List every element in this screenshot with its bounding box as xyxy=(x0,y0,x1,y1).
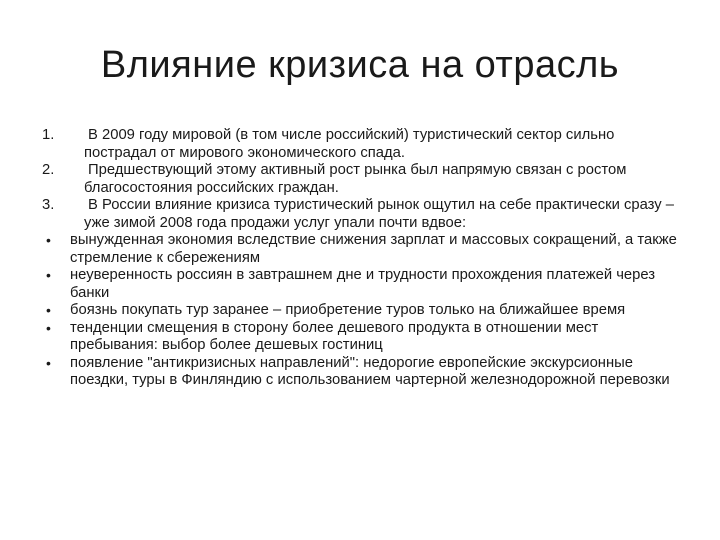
item-text: В 2009 году мировой (в том числе российский) туристический сектор сильно пострадал от мирового экономического спада. xyxy=(84,127,615,161)
numbered-item-3 xyxy=(42,197,682,232)
content-list xyxy=(42,127,682,390)
bullet-icon: • xyxy=(46,319,51,336)
bullet-item-4 xyxy=(42,320,682,355)
item-text: Предшествующий этому активный рост рынка был напрямую связан с ростом благосостояния российских граждан. xyxy=(84,162,627,196)
bullet-icon: • xyxy=(46,354,51,371)
item-text: неуверенность россиян в завтрашнем дне и трудности прохождения платежей через банки xyxy=(70,267,656,301)
item-text: тенденции смещения в сторону более дешевого продукта в отношении мест пребывания: выбор более дешевых гостиниц xyxy=(70,319,599,353)
bullet-icon: • xyxy=(46,267,51,283)
bullet-icon: • xyxy=(46,302,51,318)
item-number: 1. xyxy=(42,127,55,143)
bullet-icon: • xyxy=(46,232,51,248)
item-text: В России влияние кризиса туристический рынок ощутил на себе практически сразу – уже зимой 2008 года продажи услуг упали почти вдвое: xyxy=(84,197,675,231)
bullet-item-5 xyxy=(42,355,682,390)
item-text: вынужденная экономия вследствие снижения зарплат и массовых сокращений, а также стремление к сбережениям xyxy=(70,232,677,266)
item-number: 3. xyxy=(42,197,55,213)
slide-title: Влияние кризиса на отрасль xyxy=(100,44,620,86)
item-number: 2. xyxy=(42,162,55,178)
bullet-item-1 xyxy=(42,232,682,267)
bullet-item-3 xyxy=(42,302,682,320)
item-text: боязнь покупать тур заранее – приобретение туров только на ближайшее время xyxy=(70,302,626,318)
numbered-item-2 xyxy=(42,162,682,197)
bullet-item-2 xyxy=(42,267,682,302)
item-text: появление "антикризисных направлений": недорогие европейские экскурсионные поездки, туры в Финляндию с использованием чартерной железнодорожной перевозки xyxy=(70,354,670,388)
numbered-item-1 xyxy=(42,127,682,162)
